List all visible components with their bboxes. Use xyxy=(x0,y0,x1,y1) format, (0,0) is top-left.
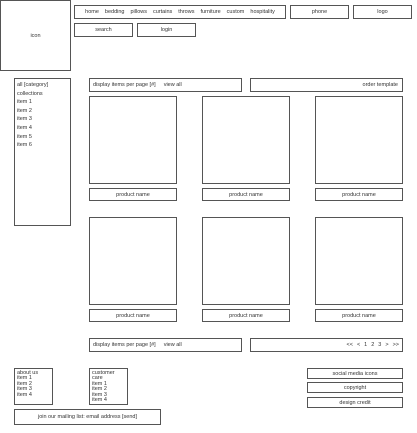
items-per-page-bar-bottom xyxy=(89,338,242,352)
social-media-icons[interactable] xyxy=(307,368,403,379)
nav-pillows[interactable]: pillows xyxy=(130,9,147,15)
sidebar-item-3[interactable]: item 3 xyxy=(17,116,32,123)
customer-care-item[interactable]: item 4 xyxy=(92,397,107,404)
page-1-link[interactable]: 1 xyxy=(364,342,368,348)
product-image[interactable] xyxy=(202,96,290,184)
sidebar-item-1[interactable]: item 1 xyxy=(17,99,32,106)
customer-care-item[interactable]: item 1 xyxy=(92,380,107,387)
product-name-label: product name xyxy=(342,191,376,198)
customer-care-list xyxy=(89,368,128,405)
product-name-label: product name xyxy=(116,191,150,198)
about-item[interactable]: item 4 xyxy=(17,391,32,398)
pagination xyxy=(250,338,403,352)
phone-label: phone xyxy=(311,9,328,15)
design-credit[interactable] xyxy=(307,397,403,408)
page-3-link[interactable]: 3 xyxy=(378,342,382,348)
product-name[interactable] xyxy=(202,309,290,322)
view-all-link[interactable]: view all xyxy=(163,82,182,88)
product-name-label: product name xyxy=(342,312,376,319)
sidebar-item-6[interactable]: item 6 xyxy=(17,142,32,149)
customer-care-item[interactable]: item 2 xyxy=(92,386,107,393)
customer-care-item[interactable]: item 3 xyxy=(92,391,107,398)
order-template-label: order template xyxy=(362,82,398,88)
logo-box[interactable] xyxy=(353,5,412,19)
copyright xyxy=(307,382,403,393)
search-label: search xyxy=(95,27,112,33)
product-name-label: product name xyxy=(229,191,263,198)
social-media-label: social media icons xyxy=(332,370,378,377)
product-name[interactable] xyxy=(315,309,403,322)
nav-home[interactable]: home xyxy=(85,9,99,15)
about-item[interactable]: item 1 xyxy=(17,375,32,382)
logo-label: logo xyxy=(377,9,388,15)
items-per-page-select[interactable]: display items per page [#] xyxy=(93,342,156,348)
customer-care-heading[interactable]: customer care xyxy=(92,370,115,382)
about-item[interactable]: item 2 xyxy=(17,380,32,387)
last-page-button[interactable]: >> xyxy=(392,342,399,348)
items-per-page-select[interactable]: display items per page [#] xyxy=(93,82,156,88)
order-template-box[interactable] xyxy=(250,78,403,92)
product-image[interactable] xyxy=(89,217,177,305)
page-2-link[interactable]: 2 xyxy=(371,342,375,348)
nav-throws[interactable]: throws xyxy=(178,9,195,15)
mailing-list-label: join our mailing list: email address [send] xyxy=(37,414,138,420)
login-label: login xyxy=(160,27,173,33)
product-image[interactable] xyxy=(202,217,290,305)
items-per-page-bar-top xyxy=(89,78,242,92)
design-credit-label: design credit xyxy=(339,399,371,406)
about-us-list xyxy=(14,368,53,405)
mailing-list-signup[interactable] xyxy=(14,409,161,425)
next-page-button[interactable]: > xyxy=(385,342,389,348)
phone-box[interactable] xyxy=(290,5,349,19)
nav-hospitality[interactable]: hospitality xyxy=(250,9,275,15)
product-name[interactable] xyxy=(89,188,177,201)
product-name-label: product name xyxy=(116,312,150,319)
prev-page-button[interactable]: < xyxy=(356,342,361,348)
nav-furniture[interactable]: furniture xyxy=(200,9,221,15)
logo-placeholder-label: icon xyxy=(30,32,41,39)
first-page-button[interactable]: << xyxy=(346,342,353,348)
logo-placeholder[interactable] xyxy=(0,0,71,71)
nav-bedding[interactable]: bedding xyxy=(104,9,125,15)
sidebar-item-2[interactable]: item 2 xyxy=(17,107,32,114)
sidebar-title[interactable]: all [category] xyxy=(17,82,49,88)
login-button[interactable] xyxy=(137,23,196,37)
product-image[interactable] xyxy=(89,96,177,184)
product-image[interactable] xyxy=(315,217,403,305)
nav-curtains[interactable]: curtains xyxy=(153,9,173,15)
search-box[interactable] xyxy=(74,23,133,37)
sidebar-item-4[interactable]: item 4 xyxy=(17,124,32,131)
product-name[interactable] xyxy=(315,188,403,201)
sidebar-item-collections[interactable]: collections xyxy=(17,90,43,97)
nav-custom[interactable]: custom xyxy=(226,9,245,15)
about-us-heading[interactable]: about us xyxy=(17,370,39,376)
sidebar-item-5[interactable]: item 5 xyxy=(17,133,32,140)
category-sidebar xyxy=(14,78,71,226)
product-name-label: product name xyxy=(229,312,263,319)
copyright-label: copyright xyxy=(343,384,367,391)
product-name[interactable] xyxy=(89,309,177,322)
product-name[interactable] xyxy=(202,188,290,201)
main-nav xyxy=(74,5,286,19)
view-all-link[interactable]: view all xyxy=(163,342,182,348)
product-image[interactable] xyxy=(315,96,403,184)
about-item[interactable]: item 3 xyxy=(17,386,32,393)
